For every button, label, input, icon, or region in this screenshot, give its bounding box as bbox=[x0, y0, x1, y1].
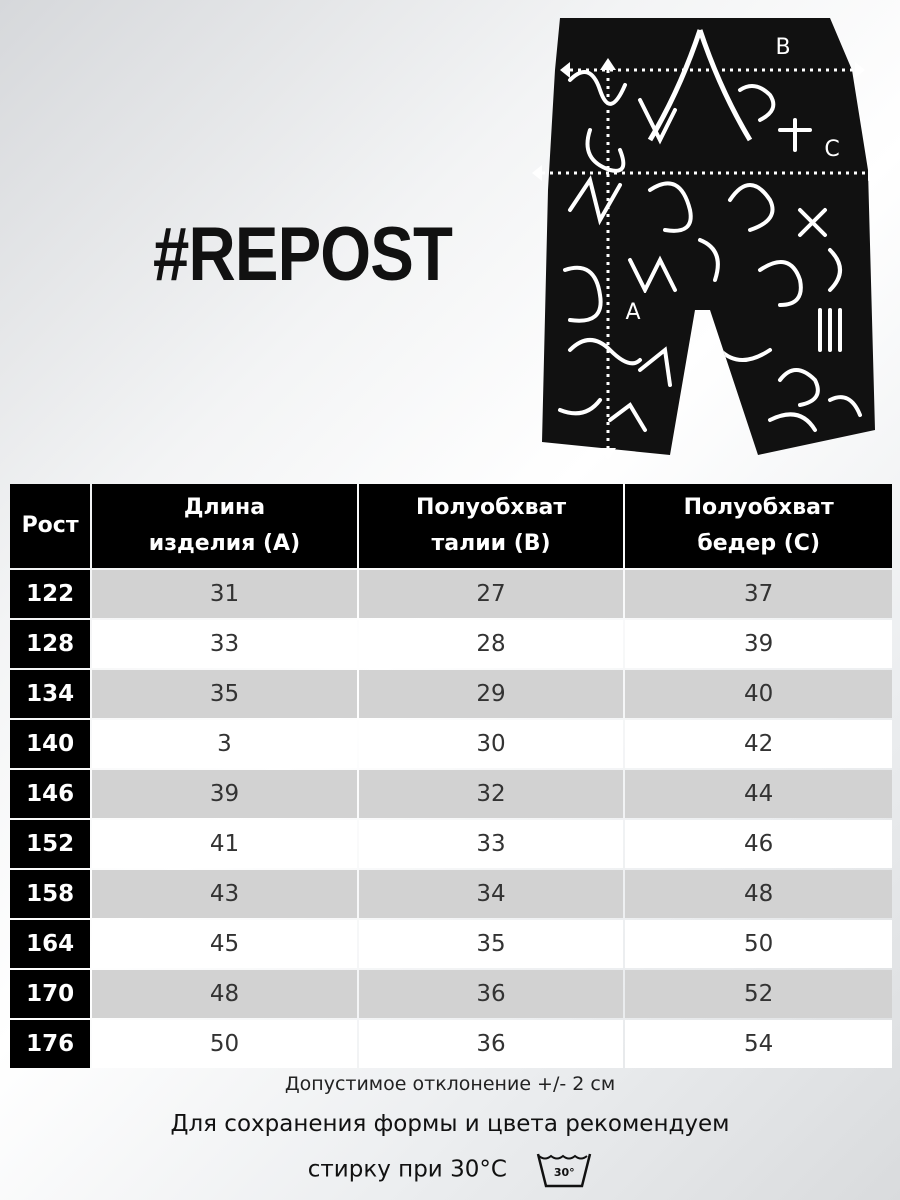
table-row: 128 33 28 39 bbox=[10, 620, 892, 668]
table-row: 146 39 32 44 bbox=[10, 770, 892, 818]
size-table bbox=[8, 482, 894, 1070]
care-text-line2 bbox=[0, 1152, 900, 1188]
table-header-row bbox=[10, 484, 892, 568]
table-row: 176 50 36 54 bbox=[10, 1020, 892, 1068]
header-length: Длина изделия (А) bbox=[92, 484, 357, 568]
table-row: 158 43 34 48 bbox=[10, 870, 892, 918]
wash-30-icon bbox=[536, 1152, 592, 1188]
product-diagram bbox=[530, 10, 875, 465]
table-row: 164 45 35 50 bbox=[10, 920, 892, 968]
shorts-illustration bbox=[530, 10, 875, 465]
care-text: стирку при 30°С bbox=[307, 1156, 507, 1183]
table-row: 152 41 33 46 bbox=[10, 820, 892, 868]
care-text-line1: Для сохранения формы и цвета рекомендуем bbox=[170, 1111, 730, 1137]
header-rost: Рост bbox=[10, 484, 90, 568]
wash-temp: 30° bbox=[553, 1166, 575, 1179]
table-row: 134 35 29 40 bbox=[10, 670, 892, 718]
tolerance-note: Допустимое отклонение +/- 2 см bbox=[284, 1073, 616, 1095]
header-hips: Полуобхват бедер (С) bbox=[625, 484, 892, 568]
label-c: C bbox=[824, 137, 840, 162]
header-waist: Полуобхват талии (В) bbox=[359, 484, 624, 568]
brand-logo: #REPOST bbox=[153, 212, 453, 297]
label-b: B bbox=[775, 35, 791, 60]
table-row: 140 3 30 42 bbox=[10, 720, 892, 768]
table-row: 170 48 36 52 bbox=[10, 970, 892, 1018]
table-row: 122 31 27 37 bbox=[10, 570, 892, 618]
label-a: A bbox=[625, 300, 641, 325]
